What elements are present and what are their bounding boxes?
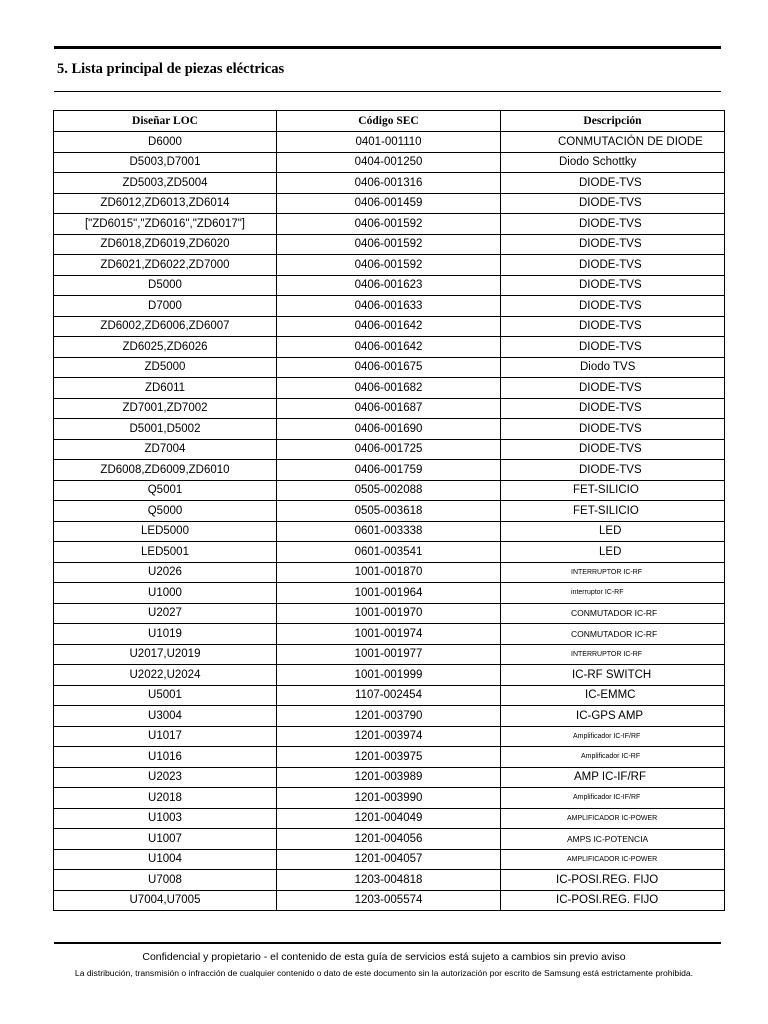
cell-code: 1201-004056 [277,829,501,850]
cell-loc: U1016 [54,747,277,768]
cell-loc: D5001,D5002 [54,419,277,440]
cell-loc: ZD7001,ZD7002 [54,398,277,419]
cell-loc: ZD5000 [54,357,277,378]
footer-confidential: Confidencial y propietario - el contenido de esta guía de servicios está sujeto a cambios sin previo aviso [142,951,626,963]
cell-desc: Diodo TVS [501,357,725,378]
cell-loc: U2027 [54,603,277,624]
cell-loc: U1019 [54,624,277,645]
table-row [54,173,725,194]
cell-loc: ZD6002,ZD6006,ZD6007 [54,316,277,337]
cell-desc: IC-POSI.REG. FIJO [501,870,725,891]
cell-desc: FET-SILICIO [501,480,725,501]
table-row [54,152,725,173]
cell-desc: AMPS IC-POTENCIA [501,829,725,850]
cell-code: 0406-001592 [277,234,501,255]
cell-loc: U2022,U2024 [54,665,277,686]
parts-table [53,110,725,911]
table-row [54,665,725,686]
cell-loc: ZD6012,ZD6013,ZD6014 [54,193,277,214]
cell-loc: U7004,U7005 [54,890,277,911]
cell-desc: IC-RF SWITCH [501,665,725,686]
cell-code: 0406-001316 [277,173,501,194]
cell-loc: U1004 [54,849,277,870]
table-row [54,542,725,563]
cell-code: 1203-004818 [277,870,501,891]
footer-distribution: La distribución, transmisión o infracción de cualquier contenido o dato de este documento sin la autorización por escrito de Samsung está estrictamente prohibida. [74,968,694,978]
cell-code: 0406-001759 [277,460,501,481]
cell-desc: DIODE-TVS [501,193,725,214]
cell-code: 1001-001974 [277,624,501,645]
footer-rule [54,942,721,944]
section-title: 5. Lista principal de piezas eléctricas [57,61,285,77]
cell-desc: DIODE-TVS [501,296,725,317]
cell-loc: D5000 [54,275,277,296]
cell-desc: DIODE-TVS [501,439,725,460]
table-row [54,685,725,706]
table-row [54,849,725,870]
cell-loc: U1003 [54,808,277,829]
cell-code: 1001-001977 [277,644,501,665]
cell-code: 1201-003974 [277,726,501,747]
cell-loc: U2017,U2019 [54,644,277,665]
table-row [54,808,725,829]
cell-loc: ZD5003,ZD5004 [54,173,277,194]
table-row [54,234,725,255]
cell-code: 0406-001459 [277,193,501,214]
cell-loc: U2026 [54,562,277,583]
cell-loc: ZD6021,ZD6022,ZD7000 [54,255,277,276]
cell-loc: LED5001 [54,542,277,563]
cell-desc: DIODE-TVS [501,255,725,276]
table-row [54,747,725,768]
cell-loc: ZD6025,ZD6026 [54,337,277,358]
cell-desc: LED [501,521,725,542]
cell-loc: D6000 [54,132,277,153]
table-row [54,480,725,501]
table-row [54,706,725,727]
cell-code: 1201-004049 [277,808,501,829]
table-body [54,132,725,911]
cell-loc: D7000 [54,296,277,317]
table-row [54,890,725,911]
table-row [54,214,725,235]
cell-loc: U2023 [54,767,277,788]
table-row [54,337,725,358]
cell-desc: interruptor IC-RF [501,583,725,604]
cell-desc: DIODE-TVS [501,337,725,358]
table-row [54,419,725,440]
table-row [54,378,725,399]
cell-code: 1201-003990 [277,788,501,809]
table-row [54,132,725,153]
cell-code: 0406-001675 [277,357,501,378]
cell-code: 0404-001250 [277,152,501,173]
cell-loc: U1000 [54,583,277,604]
table-row [54,316,725,337]
cell-loc: D5003,D7001 [54,152,277,173]
table-row [54,460,725,481]
cell-desc: CONMUTACIÓN DE DIODE [501,132,725,153]
cell-desc: DIODE-TVS [501,173,725,194]
table-row [54,788,725,809]
cell-loc: ZD6008,ZD6009,ZD6010 [54,460,277,481]
cell-desc: DIODE-TVS [501,214,725,235]
cell-code: 1001-001964 [277,583,501,604]
cell-code: 0406-001690 [277,419,501,440]
table-row [54,562,725,583]
cell-desc: DIODE-TVS [501,234,725,255]
cell-desc: Amplificador IC-RF [501,747,725,768]
table-row [54,357,725,378]
cell-loc: U5001 [54,685,277,706]
cell-desc: CONMUTADOR IC-RF [501,603,725,624]
cell-code: 0406-001623 [277,275,501,296]
cell-desc: IC-GPS AMP [501,706,725,727]
cell-desc: DIODE-TVS [501,378,725,399]
cell-loc: LED5000 [54,521,277,542]
cell-desc: DIODE-TVS [501,275,725,296]
cell-desc: AMP IC-IF/RF [501,767,725,788]
cell-code: 0601-003541 [277,542,501,563]
top-rule [54,46,721,49]
cell-code: 0406-001682 [277,378,501,399]
cell-desc: DIODE-TVS [501,316,725,337]
cell-desc: LED [501,542,725,563]
cell-code: 0406-001642 [277,337,501,358]
cell-desc: IC-EMMC [501,685,725,706]
table-row [54,870,725,891]
cell-desc: DIODE-TVS [501,419,725,440]
cell-desc: FET-SILICIO [501,501,725,522]
cell-loc: ["ZD6015","ZD6016","ZD6017"] [54,214,277,235]
cell-code: 1201-003975 [277,747,501,768]
header-description: Descripción [501,111,725,132]
table-row [54,603,725,624]
cell-code: 1203-005574 [277,890,501,911]
table-row [54,583,725,604]
table-row [54,255,725,276]
cell-loc: U2018 [54,788,277,809]
table-row [54,296,725,317]
cell-desc: INTERRUPTOR IC-RF [501,562,725,583]
header-code: Código SEC [277,111,501,132]
cell-code: 1201-003790 [277,706,501,727]
cell-code: 1001-001970 [277,603,501,624]
table-row [54,275,725,296]
cell-code: 0505-002088 [277,480,501,501]
cell-desc: DIODE-TVS [501,460,725,481]
table-row [54,726,725,747]
cell-loc: Q5001 [54,480,277,501]
table-row [54,398,725,419]
table-row [54,521,725,542]
cell-desc: AMPLIFICADOR IC-POWER [501,849,725,870]
cell-desc: INTERRUPTOR IC-RF [501,644,725,665]
cell-desc: Diodo Schottky [501,152,725,173]
cell-desc: Amplificador IC-IF/RF [501,726,725,747]
cell-code: 0406-001592 [277,255,501,276]
cell-loc: U3004 [54,706,277,727]
table-row [54,193,725,214]
table-row [54,501,725,522]
cell-code: 0406-001592 [277,214,501,235]
cell-desc: DIODE-TVS [501,398,725,419]
cell-loc: ZD6018,ZD6019,ZD6020 [54,234,277,255]
cell-code: 0406-001725 [277,439,501,460]
table-row [54,624,725,645]
cell-code: 1001-001999 [277,665,501,686]
table-row [54,829,725,850]
cell-desc: IC-POSI.REG. FIJO [501,890,725,911]
cell-code: 1107-002454 [277,685,501,706]
cell-loc: U1017 [54,726,277,747]
table-header-row [54,111,725,132]
cell-code: 0406-001687 [277,398,501,419]
cell-loc: ZD6011 [54,378,277,399]
table-row [54,644,725,665]
table-row [54,767,725,788]
header-loc: Diseñar LOC [54,111,277,132]
cell-code: 1001-001870 [277,562,501,583]
cell-code: 0406-001633 [277,296,501,317]
cell-loc: U7008 [54,870,277,891]
cell-code: 0406-001642 [277,316,501,337]
cell-code: 0401-001110 [277,132,501,153]
cell-loc: Q5000 [54,501,277,522]
cell-code: 1201-003989 [277,767,501,788]
cell-desc: CONMUTADOR IC-RF [501,624,725,645]
cell-loc: U1007 [54,829,277,850]
cell-code: 0505-003618 [277,501,501,522]
table-row [54,439,725,460]
cell-loc: ZD7004 [54,439,277,460]
title-rule [54,91,721,92]
cell-code: 1201-004057 [277,849,501,870]
cell-desc: AMPLIFICADOR IC-POWER [501,808,725,829]
cell-code: 0601-003338 [277,521,501,542]
cell-desc: Amplificador IC-IF/RF [501,788,725,809]
